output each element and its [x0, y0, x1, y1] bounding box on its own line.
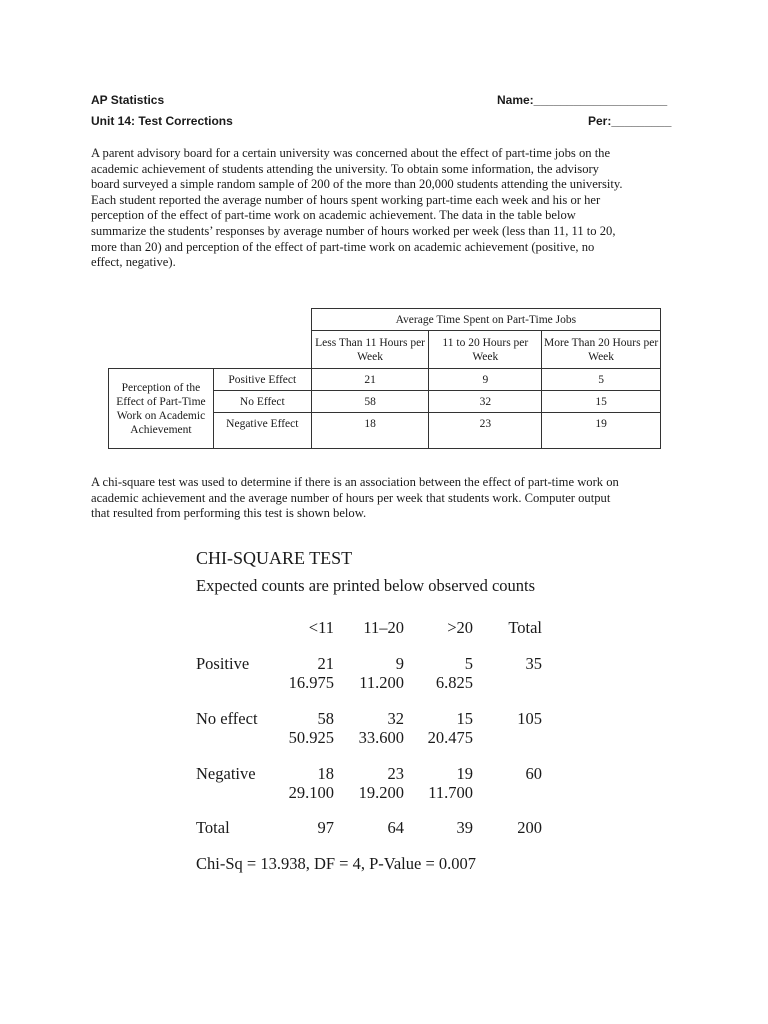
paragraph-line: A chi-square test was used to determine if there is an association between the effect of part-time work on — [91, 475, 619, 489]
column-header: 11 to 20 Hours per Week — [429, 331, 542, 369]
name-field: Name:____________________ — [497, 93, 668, 107]
grand-total: 200 — [517, 818, 542, 837]
output-column-header: <11 — [308, 618, 334, 637]
row-label: No Effect — [213, 391, 311, 413]
table-cell: 9 — [429, 369, 542, 391]
table-cell: 19 — [542, 413, 661, 449]
unit-title: Unit 14: Test Corrections — [91, 114, 233, 128]
output-column-header: 11–20 — [363, 618, 404, 637]
observed-count: 21 — [317, 654, 334, 673]
column-total: 97 — [317, 818, 334, 837]
row-label: Positive Effect — [213, 369, 311, 391]
observed-count: 5 — [464, 654, 473, 673]
expected-count: 50.925 — [288, 728, 334, 747]
row-group-label: Perception of the Effect of Part-Time Work on Academic Achievement — [109, 369, 214, 449]
paragraph-line: more than 20) and perception of the effect of part-time work on academic achievement (positive, no — [91, 239, 595, 254]
column-total: 64 — [387, 818, 404, 837]
paragraph-line: board surveyed a simple random sample of 200 of the more than 20,000 students attending the university. — [91, 177, 623, 192]
row-total: 35 — [525, 654, 542, 673]
survey-table — [108, 308, 661, 449]
expected-count: 11.200 — [359, 673, 404, 692]
table-cell: 5 — [542, 369, 661, 391]
output-column-header: >20 — [447, 618, 473, 637]
paragraph-line: Each student reported the average number of hours spent working part-time each week and his or her — [91, 192, 601, 207]
column-header: Less Than 11 Hours per Week — [311, 331, 429, 369]
output-subtitle: Expected counts are printed below observed counts — [196, 576, 536, 595]
expected-count: 29.100 — [288, 783, 334, 802]
observed-count: 32 — [387, 709, 404, 728]
output-row-label: Positive — [196, 654, 250, 673]
expected-count: 16.975 — [288, 673, 334, 692]
column-total: 39 — [456, 818, 473, 837]
second-paragraph — [91, 475, 691, 522]
expected-count: 20.475 — [427, 728, 473, 747]
expected-count: 19.200 — [358, 783, 404, 802]
expected-count: 11.700 — [428, 783, 473, 802]
row-total: 60 — [525, 764, 542, 783]
observed-count: 58 — [317, 709, 334, 728]
output-row-label: Negative — [196, 764, 256, 783]
output-row-label: Total — [196, 818, 230, 837]
table-cell: 21 — [311, 369, 429, 391]
table-cell: 32 — [429, 391, 542, 413]
paragraph-line: academic achievement and the average number of hours per week that students work. Computer output — [91, 490, 611, 505]
period-field: Per:_________ — [588, 114, 672, 128]
row-label: Negative Effect — [213, 413, 311, 449]
paragraph-line: academic achievement of students attending the university. To obtain some information, the advisory — [91, 161, 599, 176]
paragraph-line: perception of the effect of part-time work on academic achievement. The data in the table below — [91, 208, 576, 223]
paragraph-line: that resulted from performing this test is shown below. — [91, 506, 367, 521]
observed-count: 23 — [387, 764, 404, 783]
output-column-header: Total — [508, 618, 542, 637]
observed-count: 9 — [395, 654, 404, 673]
observed-count: 15 — [456, 709, 473, 728]
paragraph-line: effect, negative). — [91, 255, 176, 270]
table-group-header: Average Time Spent on Part-Time Jobs — [311, 309, 660, 331]
expected-count: 6.825 — [435, 673, 473, 692]
paragraph-line: A parent advisory board for a certain university was concerned about the effect of part-time jobs on the — [91, 146, 611, 160]
observed-count: 19 — [456, 764, 473, 783]
paragraph-line: summarize the students’ responses by average number of hours worked per week (less than 11, 11 to 20, — [91, 223, 616, 238]
table-cell: 23 — [429, 413, 542, 449]
row-total: 105 — [517, 709, 542, 728]
test-summary: Chi-Sq = 13.938, DF = 4, P-Value = 0.007 — [196, 854, 477, 873]
column-header: More Than 20 Hours per Week — [542, 331, 661, 369]
table-cell: 18 — [311, 413, 429, 449]
output-title: CHI-SQUARE TEST — [196, 548, 353, 568]
observed-count: 18 — [317, 764, 334, 783]
expected-count: 33.600 — [358, 728, 404, 747]
table-cell: 58 — [311, 391, 429, 413]
intro-paragraph — [91, 146, 691, 271]
table-cell: 15 — [542, 391, 661, 413]
course-title: AP Statistics — [91, 93, 165, 107]
output-row-label: No effect — [196, 709, 258, 728]
